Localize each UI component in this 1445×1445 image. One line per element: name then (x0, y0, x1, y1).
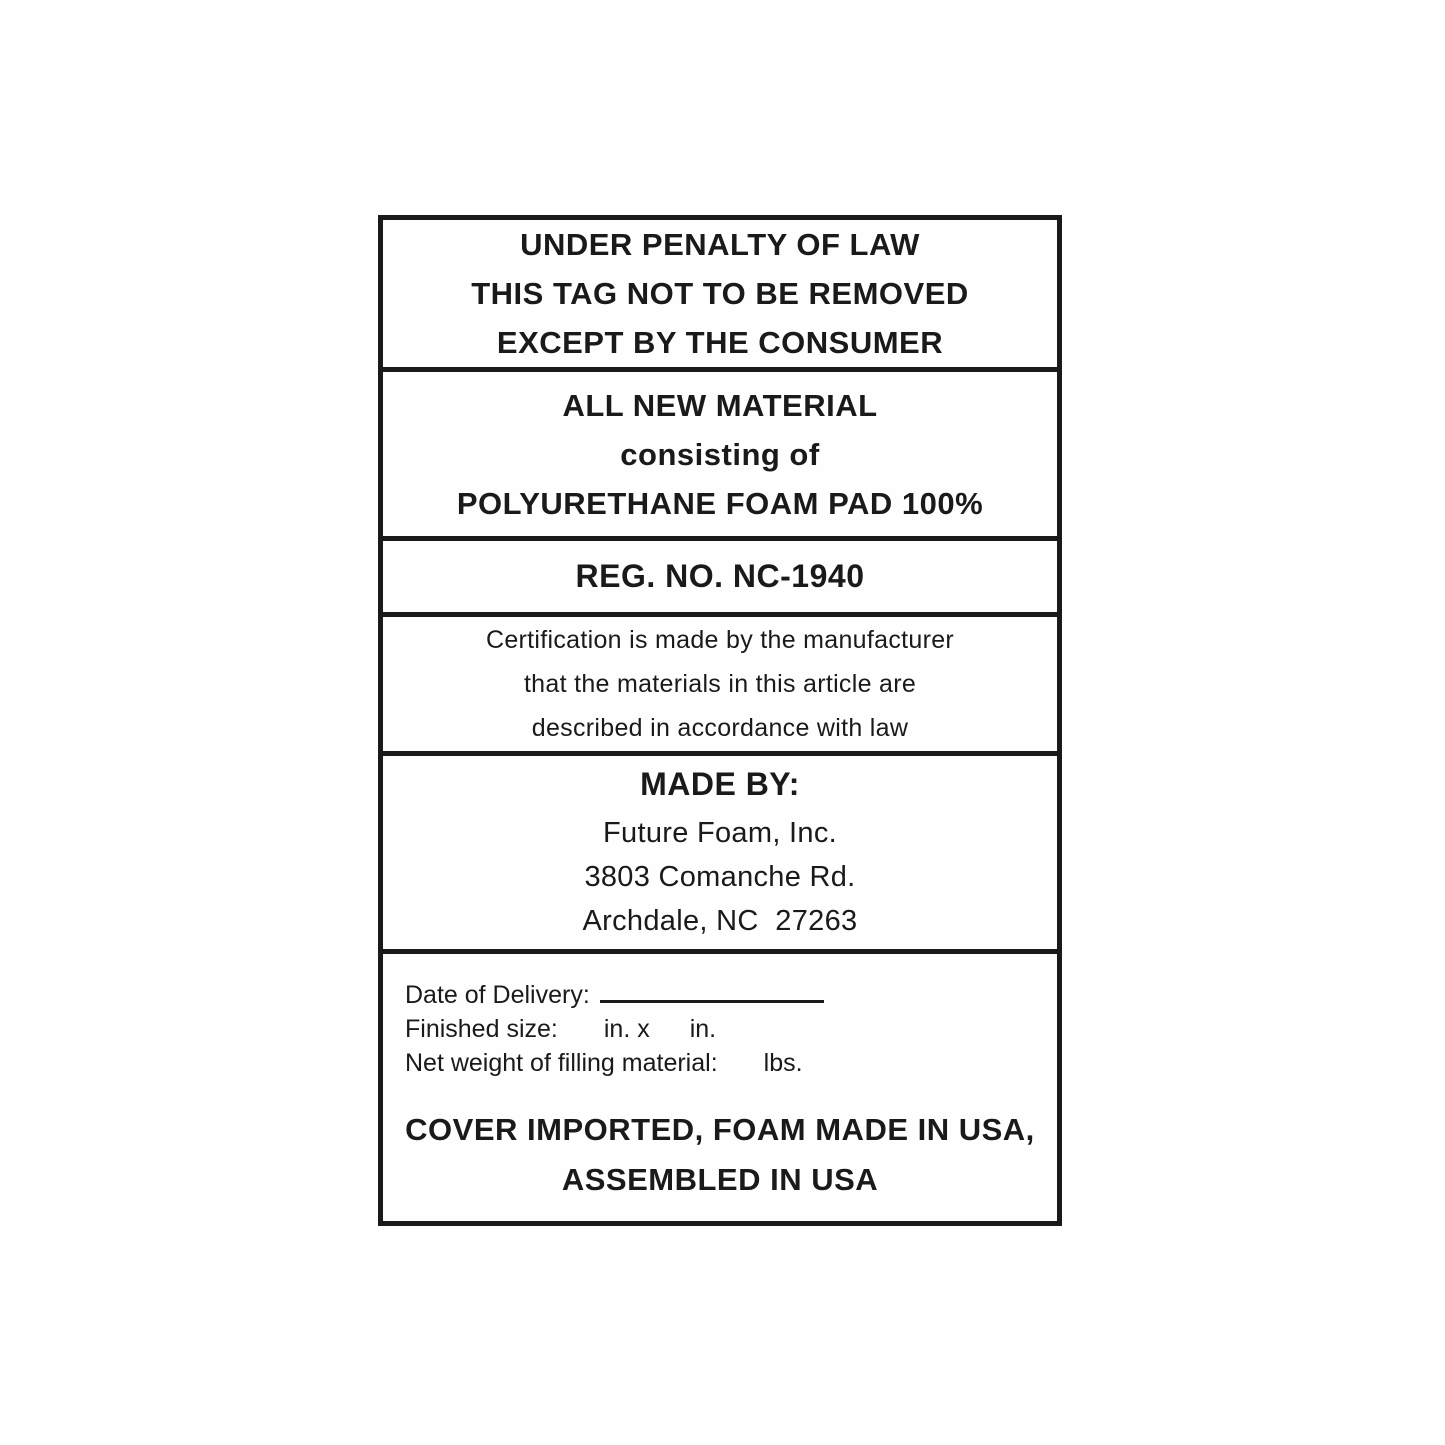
penalty-line-3: EXCEPT BY THE CONSUMER (496, 325, 944, 360)
finished-size-row (405, 1012, 1039, 1046)
manufacturer-street: 3803 Comanche Rd. (584, 860, 856, 893)
finished-size-unit-b: in. (689, 1015, 717, 1043)
certification-line-1: Certification is made by the manufacturer (485, 626, 955, 654)
penalty-line-2: THIS TAG NOT TO BE REMOVED (471, 276, 969, 311)
penalty-notice-section (383, 220, 1057, 372)
made-by-heading: MADE BY: (640, 765, 800, 802)
net-weight-row (405, 1046, 1039, 1080)
registration-section (383, 541, 1057, 617)
manufacturer-name: Future Foam, Inc. (603, 816, 837, 849)
delivery-fields (383, 954, 1057, 1080)
date-of-delivery-blank (600, 983, 824, 1003)
delivery-details-section (383, 954, 1057, 1221)
net-weight-unit: lbs. (763, 1049, 803, 1077)
registration-number: REG. NO. NC-1940 (575, 558, 865, 594)
certification-line-3: described in accordance with law (531, 714, 909, 742)
origin-line-1: COVER IMPORTED, FOAM MADE IN USA, (405, 1112, 1035, 1147)
material-section (383, 372, 1057, 541)
manufacturer-city-state-zip: Archdale, NC 27263 (582, 904, 858, 937)
material-line-3: POLYURETHANE FOAM PAD 100% (456, 485, 984, 521)
penalty-line-1: UNDER PENALTY OF LAW (520, 227, 920, 262)
material-line-1: ALL NEW MATERIAL (562, 387, 878, 423)
date-of-delivery-row (405, 978, 1039, 1012)
origin-statement (383, 1105, 1057, 1221)
certification-line-2: that the materials in this article are (523, 670, 917, 698)
certification-section (383, 617, 1057, 756)
net-weight-label: Net weight of filling material: (405, 1049, 718, 1077)
date-of-delivery-label: Date of Delivery: (405, 981, 590, 1009)
finished-size-unit-a: in. x (603, 1015, 650, 1043)
material-line-2: consisting of (620, 436, 820, 472)
finished-size-label: Finished size: (405, 1015, 558, 1043)
law-tag-label (378, 215, 1062, 1226)
origin-line-2: ASSEMBLED IN USA (561, 1162, 879, 1197)
made-by-section (383, 756, 1057, 954)
